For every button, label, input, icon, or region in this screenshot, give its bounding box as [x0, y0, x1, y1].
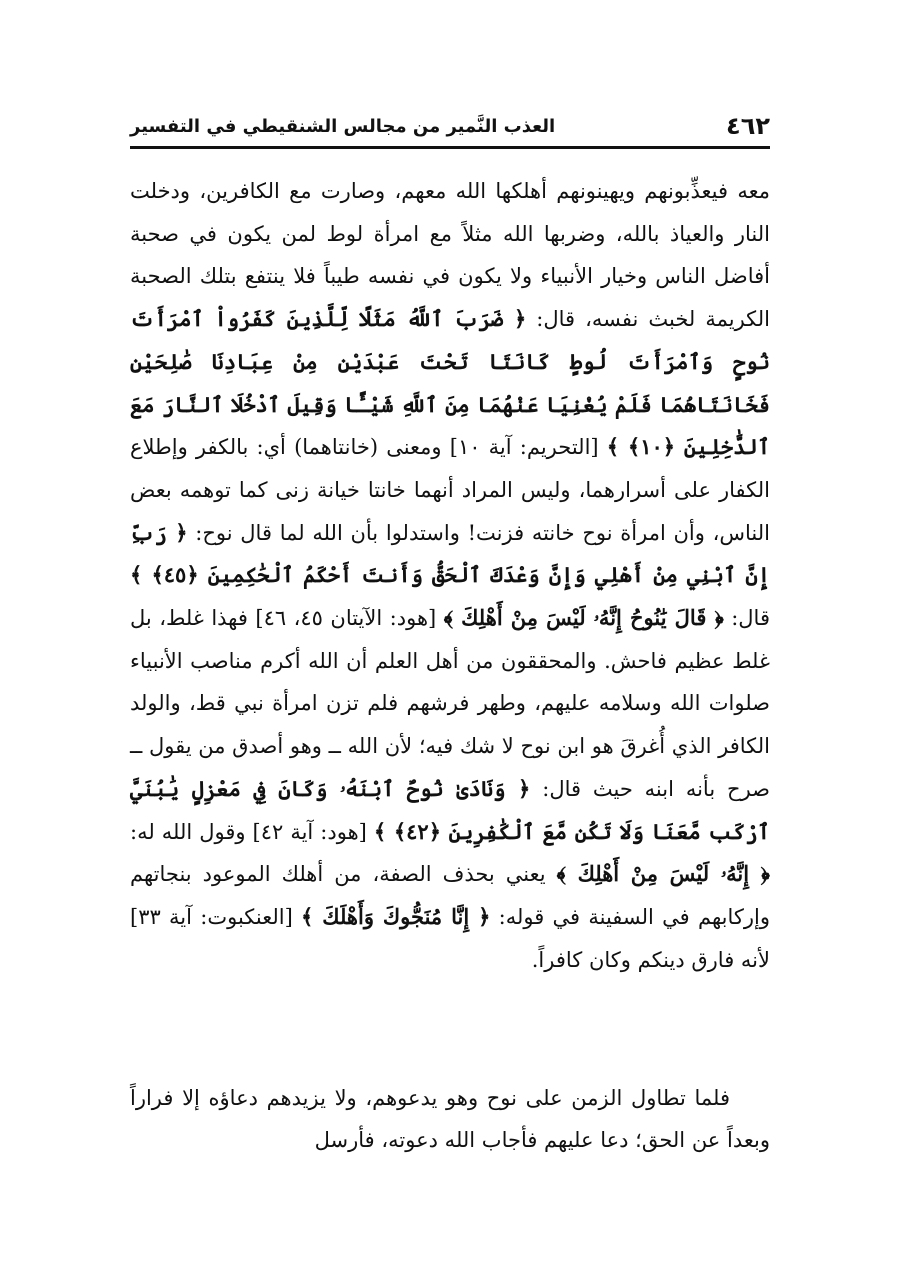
- quran-verse-tahrim-10: ﴿ ضَرَبَ ٱللَّهُ مَثَلًا لِّلَّذِينَ كَفَرُواْ ٱمْرَأَتَ نُوحٍ وَٱمْرَأَتَ لُوطٍ كَانَتَا تَحْتَ عَبْدَيْنِ مِنْ عِبَادِنَا صَٰلِحَيْنِ فَخَانَتَاهُمَا فَلَمْ يُغْنِيَا عَنْهُمَا مِنَ ٱللَّهِ شَيْـًٔا وَقِيلَ ٱدْخُلَا ٱلنَّارَ مَعَ ٱلدَّٰخِلِينَ ﴿١٠﴾ ﴾: [130, 306, 770, 460]
- running-title: العذب النَّمير من مجالس الشنقيطي في التفسير: [130, 116, 556, 137]
- text-segment: يعني بحذف الصفة، من أهلك الموعود بنجاتهم وإركابهم في السفينة في قوله:: [130, 862, 770, 929]
- second-paragraph: [130, 1077, 770, 1161]
- paragraph-2: فلما تطاول الزمن على نوح وهو يدعوهم، ولا يزيدهم دعاؤه إلا فراراً وبعداً عن الحق؛ دعا عليهم فأجاب الله دعوته، فأرسل: [130, 1086, 770, 1152]
- quran-verse-hud-46: ﴿ قَالَ يَٰنُوحُ إِنَّهُۥ لَيْسَ مِنْ أَهْلِكَ ﴾: [443, 605, 724, 631]
- text-segment: معه فيعذِّبونهم ويهينونهم أهلكها الله معهم، وصارت مع الكافرين، ودخلت النار والعياذ بالله، وضربها الله مثلاً مع امرأة لوط لمن يكون في صحبة أفاضل الناس وخيار الأنبياء ولا يكون في نفسه طيباً فلا ينتفع بتلك الصحبة الكريمة لخبث نفسه، قال:: [130, 179, 770, 332]
- quran-verse-hud-45: ﴿ رَبِّ إِنَّ ٱبْنِي مِنْ أَهْلِي وَإِنَّ وَعْدَكَ ٱلْحَقُّ وَأَنتَ أَحْكَمُ ٱلْحَٰكِمِينَ ﴿٤٥﴾ ﴾: [130, 519, 770, 588]
- quran-verse-hud-42: ﴿ وَنَادَىٰ نُوحٌ ٱبْنَهُۥ وَكَانَ فِي مَعْزِلٍ يَٰبُنَيَّ ٱرْكَب مَّعَنَا وَلَا تَكُن مَّعَ ٱلْكَٰفِرِينَ ﴿٤٢﴾ ﴾: [130, 775, 770, 844]
- text-segment: قال:: [723, 606, 770, 631]
- text-segment: [العنكبوت: آية ٣٣] لأنه فارق دينكم وكان كافراً.: [130, 904, 770, 972]
- quran-verse-hud-46-short: ﴿ إِنَّهُۥ لَيْسَ مِنْ أَهْلِكَ ﴾: [556, 861, 770, 887]
- paragraph-1: [130, 170, 770, 981]
- text-segment: [هود: الآيتان ٤٥، ٤٦] فهذا غلط، بل غلط عظيم فاحش. والمحققون من أهل العلم أن الله أكرم مناصب الأنبياء صلوات الله وسلامه عليهم، وطهر فرشهم فلم تزن امرأة نبي قط، والولد الكافر الذي أُغرقَ هو ابن نوح لا شك فيه؛ لأن الله ــ وهو أصدق من يقول ــ صرح بأنه ابنه حيث قال:: [130, 606, 771, 801]
- text-segment: [التحريم: آية ١٠] ومعنى (خانتاهما) أي: بالكفر وإطلاع الكفار على أسرارهما، وليس المراد أنهما خانتا خيانة زنى كما توهمه بعض الناس، وأن امرأة نوح خانته فزنت! واستدلوا بأن الله لما قال نوح:: [130, 435, 770, 545]
- header-rule: [130, 146, 770, 149]
- main-paragraph: [130, 170, 770, 981]
- quran-verse-ankabut-33: ﴿ إِنَّا مُنَجُّوكَ وَأَهْلَكَ ﴾: [301, 903, 491, 929]
- page-header: [130, 108, 770, 146]
- page-number: ٤٦٢: [726, 112, 770, 140]
- text-segment: [هود: آية ٤٢] وقول الله له:: [130, 819, 374, 844]
